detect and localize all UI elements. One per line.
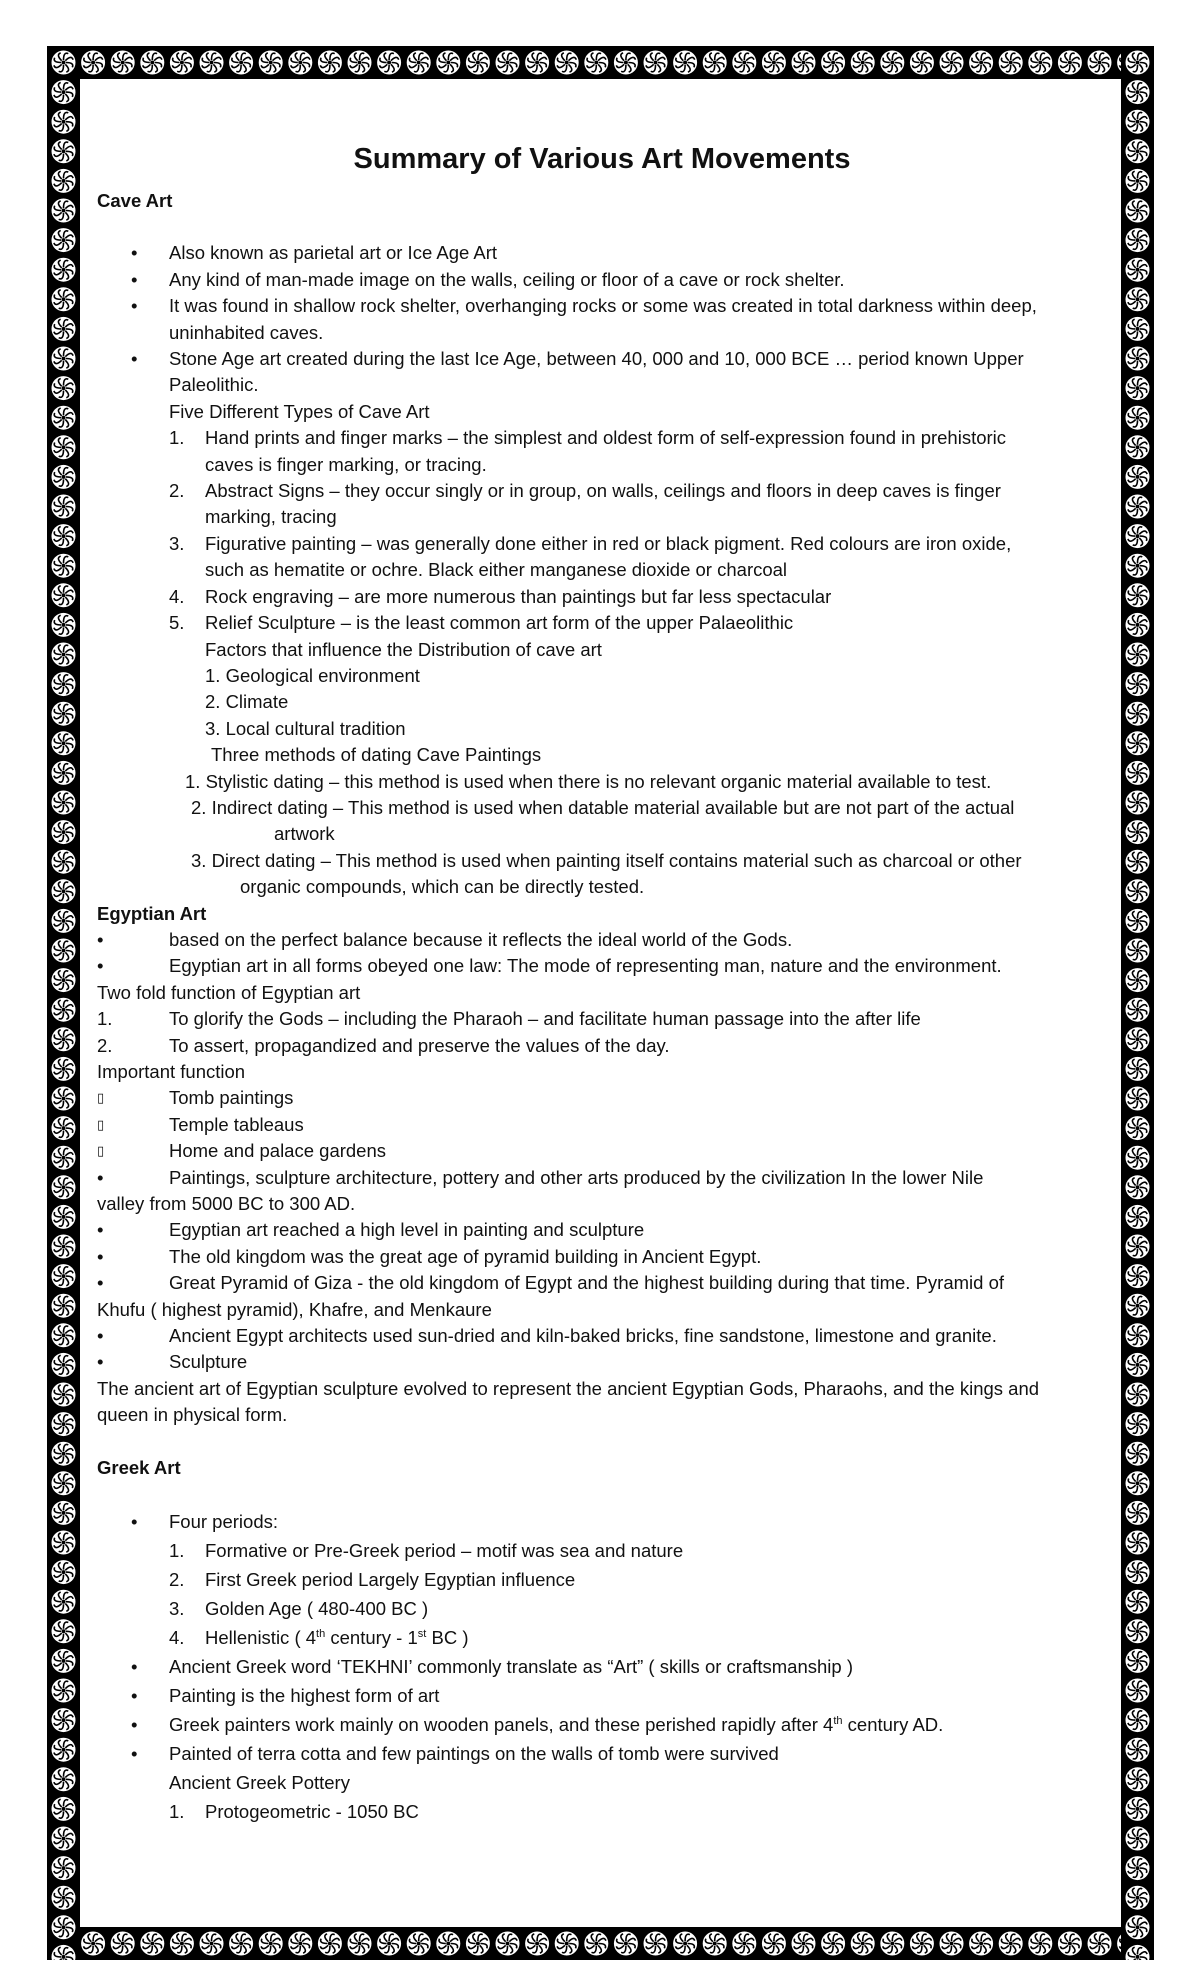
border-flower-icon xyxy=(1126,1175,1150,1199)
border-flower-icon xyxy=(52,1087,76,1111)
border-flower-icon xyxy=(52,317,76,341)
list-item: • Egyptian art reached a high level in painting and sculpture xyxy=(97,1219,645,1241)
border-flower-icon xyxy=(229,51,253,75)
list-item: 3. Local cultural tradition xyxy=(205,717,406,739)
border-flower-icon xyxy=(52,939,76,963)
list-item: • Ancient Egypt architects used sun-dried and kiln-baked bricks, fine sandstone, limestone and granite. xyxy=(97,1325,997,1347)
border-flower-icon xyxy=(407,1932,431,1956)
border-flower-icon xyxy=(318,51,342,75)
border-flower-icon xyxy=(52,702,76,726)
border-flower-icon xyxy=(52,1945,76,1960)
paragraph-continued: queen in physical form. xyxy=(97,1404,288,1426)
border-flower-icon xyxy=(1126,1797,1150,1821)
border-flower-icon xyxy=(111,51,135,75)
pottery-heading: Ancient Greek Pottery xyxy=(169,1772,350,1794)
border-flower-icon xyxy=(52,761,76,785)
border-flower-icon xyxy=(52,554,76,578)
cave-art-heading: Cave Art xyxy=(97,190,173,211)
border-flower-icon xyxy=(1126,1915,1150,1939)
border-flower-icon xyxy=(910,1932,934,1956)
cave-dating-heading: Three methods of dating Cave Paintings xyxy=(211,744,542,766)
border-flower-icon xyxy=(52,1767,76,1791)
border-flower-icon xyxy=(1126,435,1150,459)
border-flower-icon xyxy=(52,1442,76,1466)
border-flower-icon xyxy=(555,1932,579,1956)
list-item: • The old kingdom was the great age of pyramid building in Ancient Egypt. xyxy=(97,1245,762,1267)
border-flower-icon xyxy=(1126,998,1150,1022)
numbered-item: 3. Golden Age ( 480-400 BC ) xyxy=(169,1598,429,1620)
border-flower-icon xyxy=(52,583,76,607)
border-flower-icon xyxy=(496,1932,520,1956)
border-flower-icon xyxy=(52,406,76,430)
border-flower-icon xyxy=(1058,51,1082,75)
border-flower-icon xyxy=(1126,1767,1150,1791)
border-flower-icon xyxy=(288,1932,312,1956)
border-flower-icon xyxy=(52,1264,76,1288)
numbered-item-continued: such as hematite or ochre. Black either manganese dioxide or charcoal xyxy=(205,559,788,581)
border-flower-icon xyxy=(1126,1205,1150,1229)
border-flower-icon xyxy=(732,51,756,75)
border-flower-icon xyxy=(1088,1932,1112,1956)
border-flower-icon xyxy=(1126,258,1150,282)
list-item: ▯ Tomb paintings xyxy=(97,1085,1107,1111)
border-flower-icon xyxy=(644,1932,668,1956)
border-flower-icon xyxy=(1126,909,1150,933)
numbered-item: 2. Abstract Signs – they occur singly or in group, on walls, ceilings and floors in deep caves is finger xyxy=(169,480,1001,502)
border-flower-icon xyxy=(1126,554,1150,578)
border-flower-icon xyxy=(52,1175,76,1199)
border-flower-icon xyxy=(792,51,816,75)
border-flower-icon xyxy=(52,1057,76,1081)
border-flower-icon xyxy=(52,465,76,489)
border-flower-icon xyxy=(52,1708,76,1732)
border-flower-icon xyxy=(52,909,76,933)
list-item: • Greek painters work mainly on wooden panels, and these perished rapidly after 4th century AD. xyxy=(131,1714,944,1736)
border-flower-icon xyxy=(1126,1945,1150,1960)
paragraph: The ancient art of Egyptian sculpture evolved to represent the ancient Egyptian Gods, Pharaohs, and the kings and xyxy=(97,1377,1040,1399)
border-flower-icon xyxy=(200,1932,224,1956)
border-flower-icon xyxy=(1126,820,1150,844)
border-flower-icon xyxy=(880,1932,904,1956)
list-item: • Also known as parietal art or Ice Age Art xyxy=(131,242,498,264)
border-flower-icon xyxy=(111,1932,135,1956)
border-flower-icon xyxy=(940,51,964,75)
numbered-item: 5. Relief Sculpture – is the least common art form of the upper Palaeolithic xyxy=(169,612,794,634)
list-item-continued: Paleolithic. xyxy=(169,374,259,396)
border-flower-icon xyxy=(52,1738,76,1762)
border-flower-icon xyxy=(1126,613,1150,637)
border-flower-icon xyxy=(1126,850,1150,874)
border-flower-icon xyxy=(1126,1471,1150,1495)
border-flower-icon xyxy=(703,51,727,75)
border-flower-icon xyxy=(52,820,76,844)
border-flower-icon xyxy=(1126,228,1150,252)
border-flower-icon xyxy=(969,51,993,75)
border-flower-icon xyxy=(52,169,76,193)
border-flower-icon xyxy=(1126,1412,1150,1436)
border-flower-icon xyxy=(1126,1264,1150,1288)
border-bottom xyxy=(47,1927,1154,1960)
list-item: • Great Pyramid of Giza - the old kingdom of Egypt and the highest building during that time. Pyramid of xyxy=(97,1272,1004,1294)
border-flower-icon xyxy=(525,51,549,75)
border-flower-icon xyxy=(703,1932,727,1956)
document-page xyxy=(97,142,1107,1826)
border-flower-icon xyxy=(52,1294,76,1318)
border-flower-icon xyxy=(1126,939,1150,963)
box-glyph-icon: ▯ xyxy=(97,1143,105,1159)
numbered-item: 3. Figurative painting – was generally done either in red or black pigment. Red colours are iron oxide, xyxy=(169,532,1012,554)
border-flower-icon xyxy=(436,51,460,75)
border-flower-icon xyxy=(910,51,934,75)
border-flower-icon xyxy=(1126,169,1150,193)
border-flower-icon xyxy=(466,51,490,75)
list-item: 3. Direct dating – This method is used when painting itself contains material such as charcoal or other xyxy=(191,849,1022,871)
border-flower-icon xyxy=(52,287,76,311)
numbered-item: 2. To assert, propagandized and preserve the values of the day. xyxy=(97,1034,670,1056)
border-flower-icon xyxy=(673,1932,697,1956)
border-flower-icon xyxy=(407,51,431,75)
border-flower-icon xyxy=(52,1146,76,1170)
border-flower-icon xyxy=(1126,702,1150,726)
border-flower-icon xyxy=(1126,761,1150,785)
border-flower-icon xyxy=(52,228,76,252)
greek-art-heading: Greek Art xyxy=(97,1456,181,1478)
border-flower-icon xyxy=(52,1886,76,1910)
border-flower-icon xyxy=(52,1856,76,1880)
border-flower-icon xyxy=(880,51,904,75)
border-flower-icon xyxy=(1088,51,1112,75)
border-flower-icon xyxy=(1126,51,1150,75)
numbered-item: 1. To glorify the Gods – including the Pharaoh – and facilitate human passage into the after life xyxy=(97,1008,921,1030)
border-flower-icon xyxy=(1126,1027,1150,1051)
border-flower-icon xyxy=(288,51,312,75)
numbered-item: 1. Protogeometric - 1050 BC xyxy=(169,1801,419,1823)
border-flower-icon xyxy=(584,51,608,75)
list-item: • Sculpture xyxy=(97,1351,248,1373)
border-flower-icon xyxy=(52,80,76,104)
border-flower-icon xyxy=(821,51,845,75)
border-flower-icon xyxy=(52,199,76,223)
border-flower-icon xyxy=(1126,1856,1150,1880)
list-item: • Four periods: xyxy=(131,1511,278,1533)
border-flower-icon xyxy=(1126,1649,1150,1673)
border-flower-icon xyxy=(1126,287,1150,311)
border-flower-icon xyxy=(259,51,283,75)
border-flower-icon xyxy=(52,1590,76,1614)
numbered-item: 1. Hand prints and finger marks – the simplest and oldest form of self-expression found in prehistoric xyxy=(169,427,1007,449)
border-flower-icon xyxy=(436,1932,460,1956)
numbered-item: 4. Rock engraving – are more numerous than paintings but far less spectacular xyxy=(169,585,832,607)
list-item: • Ancient Greek word ‘TEKHNI’ commonly translate as “Art” ( skills or craftsmanship ) xyxy=(131,1656,853,1678)
egyptian-art-heading: Egyptian Art xyxy=(97,902,207,924)
list-item: • Stone Age art created during the last Ice Age, between 40, 000 and 10, 000 BCE … period known Upper xyxy=(131,348,1024,370)
border-flower-icon xyxy=(52,1531,76,1555)
border-flower-icon xyxy=(1126,643,1150,667)
border-top xyxy=(47,46,1154,79)
numbered-item: 4. Hellenistic ( 4th century - 1st BC ) xyxy=(169,1627,469,1649)
border-flower-icon xyxy=(1126,968,1150,992)
border-flower-icon xyxy=(851,51,875,75)
border-flower-icon xyxy=(1126,317,1150,341)
border-flower-icon xyxy=(1126,80,1150,104)
important-heading: Important function xyxy=(97,1061,246,1082)
border-flower-icon xyxy=(1126,524,1150,548)
border-flower-icon xyxy=(673,51,697,75)
border-flower-icon xyxy=(52,1323,76,1347)
border-flower-icon xyxy=(851,1932,875,1956)
box-glyph-icon: ▯ xyxy=(97,1090,105,1106)
border-flower-icon xyxy=(1126,110,1150,134)
border-flower-icon xyxy=(555,51,579,75)
border-flower-icon xyxy=(170,51,194,75)
border-flower-icon xyxy=(732,1932,756,1956)
border-flower-icon xyxy=(1126,1383,1150,1407)
border-flower-icon xyxy=(52,1649,76,1673)
numbered-item: 1. Formative or Pre-Greek period – motif was sea and nature xyxy=(169,1540,684,1562)
border-flower-icon xyxy=(1126,1827,1150,1851)
border-flower-icon xyxy=(52,1915,76,1939)
border-flower-icon xyxy=(1028,51,1052,75)
border-flower-icon xyxy=(140,1932,164,1956)
list-item: • It was found in shallow rock shelter, overhanging rocks or some was created in total darkness within deep, xyxy=(131,295,1037,317)
border-flower-icon xyxy=(318,1932,342,1956)
border-flower-icon xyxy=(1126,1501,1150,1525)
border-flower-icon xyxy=(52,850,76,874)
border-flower-icon xyxy=(377,51,401,75)
list-item: • based on the perfect balance because it reflects the ideal world of the Gods. xyxy=(97,928,793,950)
border-flower-icon xyxy=(969,1932,993,1956)
border-flower-icon xyxy=(140,51,164,75)
border-flower-icon xyxy=(52,347,76,371)
list-item-continued: valley from 5000 BC to 300 AD. xyxy=(97,1193,356,1215)
border-flower-icon xyxy=(259,1932,283,1956)
border-flower-icon xyxy=(348,51,372,75)
border-flower-icon xyxy=(52,1353,76,1377)
border-flower-icon xyxy=(1126,1294,1150,1318)
border-flower-icon xyxy=(614,1932,638,1956)
border-flower-icon xyxy=(1126,1235,1150,1259)
border-flower-icon xyxy=(52,1027,76,1051)
border-flower-icon xyxy=(1126,1442,1150,1466)
border-flower-icon xyxy=(1126,1708,1150,1732)
border-flower-icon xyxy=(170,1932,194,1956)
border-flower-icon xyxy=(1126,495,1150,519)
border-flower-icon xyxy=(52,1501,76,1525)
border-flower-icon xyxy=(1028,1932,1052,1956)
numbered-item-continued: marking, tracing xyxy=(205,506,337,528)
list-item-continued: uninhabited caves. xyxy=(169,321,324,343)
border-flower-icon xyxy=(1126,1531,1150,1555)
border-flower-icon xyxy=(1126,406,1150,430)
list-item: ▯ Temple tableaus xyxy=(97,1112,1107,1138)
border-right xyxy=(1121,46,1154,1960)
border-flower-icon xyxy=(584,1932,608,1956)
border-flower-icon xyxy=(1126,731,1150,755)
border-flower-icon xyxy=(1126,139,1150,163)
border-flower-icon xyxy=(52,998,76,1022)
border-flower-icon xyxy=(52,1383,76,1407)
border-flower-icon xyxy=(762,1932,786,1956)
list-item: • Any kind of man-made image on the walls, ceiling or floor of a cave or rock shelter. xyxy=(131,268,845,290)
border-flower-icon xyxy=(52,376,76,400)
border-flower-icon xyxy=(81,1932,105,1956)
border-flower-icon xyxy=(1126,1679,1150,1703)
border-flower-icon xyxy=(52,731,76,755)
border-flower-icon xyxy=(52,51,76,75)
border-flower-icon xyxy=(1126,1560,1150,1584)
border-flower-icon xyxy=(1058,1932,1082,1956)
border-flower-icon xyxy=(1126,1619,1150,1643)
border-flower-icon xyxy=(1126,1146,1150,1170)
border-flower-icon xyxy=(1126,1590,1150,1614)
list-item: 2. Indirect dating – This method is used when datable material available but are not part of the actual xyxy=(191,796,1015,818)
page-title: Summary of Various Art Movements xyxy=(353,143,851,175)
border-flower-icon xyxy=(348,1932,372,1956)
border-flower-icon xyxy=(377,1932,401,1956)
list-item: • Painted of terra cotta and few paintings on the walls of tomb were survived xyxy=(131,1743,779,1765)
border-flower-icon xyxy=(52,1205,76,1229)
border-flower-icon xyxy=(496,51,520,75)
list-item: • Painting is the highest form of art xyxy=(131,1685,440,1707)
border-flower-icon xyxy=(940,1932,964,1956)
list-item: • Paintings, sculpture architecture, pottery and other arts produced by the civilization In the lower Nile xyxy=(97,1166,984,1188)
list-item-continued: Khufu ( highest pyramid), Khafre, and Menkaure xyxy=(97,1298,492,1320)
list-item-continued: artwork xyxy=(274,823,335,845)
border-flower-icon xyxy=(1126,1116,1150,1140)
border-flower-icon xyxy=(614,51,638,75)
border-flower-icon xyxy=(52,435,76,459)
border-flower-icon xyxy=(52,1619,76,1643)
border-flower-icon xyxy=(229,1932,253,1956)
border-flower-icon xyxy=(200,51,224,75)
border-flower-icon xyxy=(762,51,786,75)
border-flower-icon xyxy=(52,524,76,548)
twofold-heading: Two fold function of Egyptian art xyxy=(97,981,361,1003)
list-item: 1. Geological environment xyxy=(205,664,420,686)
list-item-continued: organic compounds, which can be directly tested. xyxy=(240,876,645,898)
border-flower-icon xyxy=(52,1116,76,1140)
border-flower-icon xyxy=(821,1932,845,1956)
cave-factors-heading: Factors that influence the Distribution of cave art xyxy=(205,638,602,660)
border-flower-icon xyxy=(52,139,76,163)
border-flower-icon xyxy=(52,1235,76,1259)
border-flower-icon xyxy=(52,968,76,992)
border-flower-icon xyxy=(1126,1886,1150,1910)
border-flower-icon xyxy=(1126,583,1150,607)
border-flower-icon xyxy=(52,1797,76,1821)
border-flower-icon xyxy=(1126,791,1150,815)
border-flower-icon xyxy=(1126,1057,1150,1081)
list-item: 1. Stylistic dating – this method is used when there is no relevant organic material available to test. xyxy=(185,770,992,792)
border-flower-icon xyxy=(52,1679,76,1703)
border-flower-icon xyxy=(792,1932,816,1956)
border-flower-icon xyxy=(1126,1353,1150,1377)
border-flower-icon xyxy=(52,672,76,696)
cave-types-heading: Five Different Types of Cave Art xyxy=(169,400,430,422)
border-flower-icon xyxy=(81,51,105,75)
border-flower-icon xyxy=(1126,879,1150,903)
border-flower-icon xyxy=(1126,465,1150,489)
border-flower-icon xyxy=(52,1560,76,1584)
border-flower-icon xyxy=(52,613,76,637)
border-flower-icon xyxy=(1126,376,1150,400)
numbered-item-continued: caves is finger marking, or tracing. xyxy=(205,453,487,475)
border-flower-icon xyxy=(1126,672,1150,696)
border-flower-icon xyxy=(52,643,76,667)
border-flower-icon xyxy=(999,1932,1023,1956)
border-flower-icon xyxy=(52,258,76,282)
border-flower-icon xyxy=(52,879,76,903)
border-flower-icon xyxy=(52,1827,76,1851)
border-flower-icon xyxy=(999,51,1023,75)
box-glyph-icon: ▯ xyxy=(97,1116,105,1132)
list-item: • Egyptian art in all forms obeyed one law: The mode of representing man, nature and the environment. xyxy=(97,955,1002,977)
border-flower-icon xyxy=(1126,1323,1150,1347)
border-flower-icon xyxy=(52,495,76,519)
border-flower-icon xyxy=(52,1412,76,1436)
border-flower-icon xyxy=(52,110,76,134)
border-flower-icon xyxy=(1126,1738,1150,1762)
list-item: ▯ Home and palace gardens xyxy=(97,1138,1107,1164)
border-flower-icon xyxy=(525,1932,549,1956)
border-flower-icon xyxy=(644,51,668,75)
list-item: 2. Climate xyxy=(205,691,289,713)
border-flower-icon xyxy=(52,1471,76,1495)
border-left xyxy=(47,46,80,1960)
numbered-item: 2. First Greek period Largely Egyptian influence xyxy=(169,1569,576,1591)
border-flower-icon xyxy=(1126,199,1150,223)
border-flower-icon xyxy=(52,791,76,815)
border-flower-icon xyxy=(1126,347,1150,371)
border-flower-icon xyxy=(466,1932,490,1956)
border-flower-icon xyxy=(1126,1087,1150,1111)
